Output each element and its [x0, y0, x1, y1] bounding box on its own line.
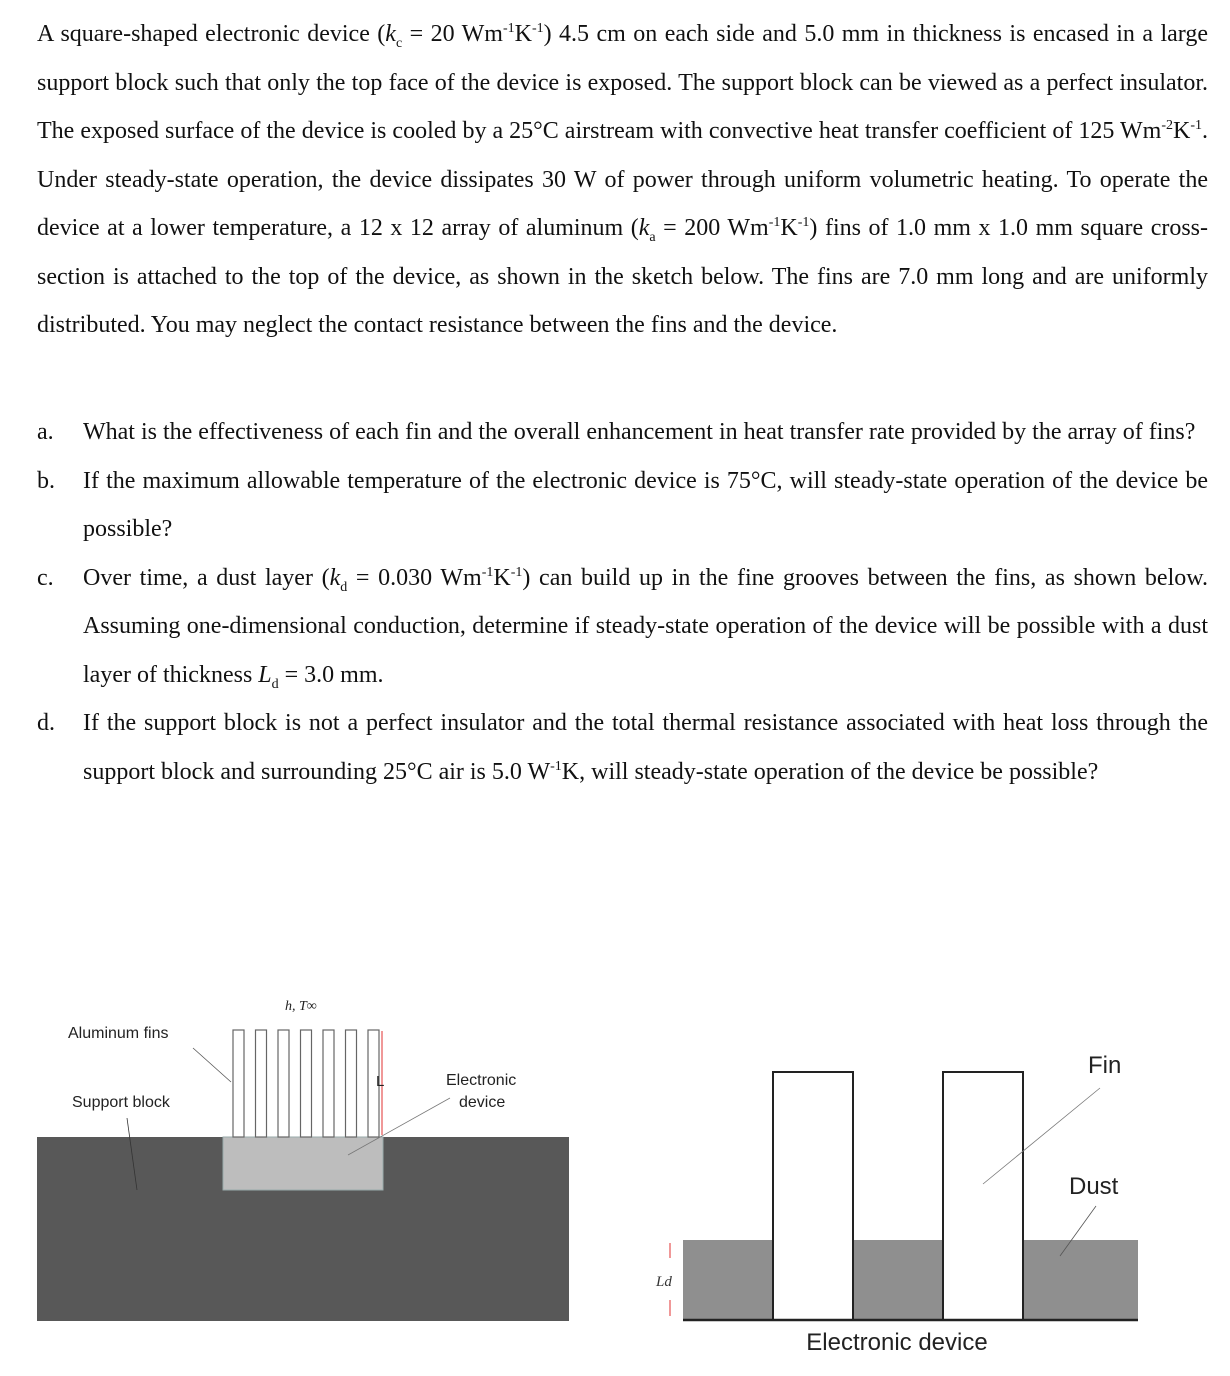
- label-h-tinf: h, T∞: [285, 999, 317, 1014]
- label-electronic: Electronic: [446, 1072, 517, 1089]
- question-marker: d.: [37, 710, 55, 736]
- fin: [233, 1030, 244, 1137]
- label-electronic-device: Electronic device: [806, 1329, 988, 1356]
- fin: [943, 1072, 1023, 1320]
- question-text: What is the effectiveness of each fin and the overall enhancement in heat transfer rate provided by the array of fins?: [83, 419, 1196, 445]
- label-support-block: Support block: [72, 1094, 170, 1111]
- dust-layer: [853, 1240, 943, 1320]
- fin: [278, 1030, 289, 1137]
- label-fin: Fin: [1088, 1052, 1122, 1079]
- question-d: d. If the support block is not a perfect insulator and the total thermal resistance associated with heat loss through the support block and surrounding 25°C air is 5.0 $W^{-1}K$, will steady-state operation of the device be possible?: [37, 699, 1208, 796]
- leader-line: [193, 1048, 231, 1082]
- fin-array-sketch: [37, 999, 569, 1321]
- aluminum-fins: [233, 1030, 379, 1137]
- question-marker: c.: [37, 564, 54, 591]
- dust-layer-sketch: [655, 1052, 1138, 1356]
- label-dust: Dust: [1069, 1173, 1119, 1200]
- problem-statement: A square-shaped electronic device ($k_c = 20$ $Wm^{-1}K^{-1}$) 4.5 cm on each side and 5.0 mm in thickness is encased in a large support block such that only the top face of the device is exposed. The support block can be viewed as a perfect insulator. The exposed surface of the device is cooled by a 25°C airstream with convective heat transfer coefficient of 125 $Wm^{-2}K^{-1}$. Under steady-state operation, the device dissipates 30 W of power through uniform volumetric heating. To operate the device at a lower temperature, a 12 x 12 array of aluminum ($k_a = 200$ $Wm^{-1}K^{-1}$) fins of 1.0 mm x 1.0 mm square cross-section is attached to the top of the device, as shown in the sketch below. The fins are 7.0 mm long and are uniformly distributed. You may neglect the contact resistance between the fins and the device.: [37, 21, 1209, 338]
- question-c: c. Over time, a dust layer ($k_d = 0.030$ $Wm^{-1}K^{-1}$) can build up in the fine grooves between the fins, as shown below. Assuming one-dimensional conduction, determine if steady-state operation of the device will be possible with a dust layer of thickness $L_d = 3.0$ mm.: [37, 554, 1208, 700]
- question-text: If the maximum allowable temperature of the electronic device is 75°C, will steady-state operation of the device be possible?: [83, 467, 1208, 542]
- question-marker: b.: [37, 467, 55, 494]
- fin: [773, 1072, 853, 1320]
- electronic-device: [223, 1137, 383, 1190]
- fin: [323, 1030, 334, 1137]
- fin: [346, 1030, 357, 1137]
- fin: [301, 1030, 312, 1137]
- fin: [256, 1030, 267, 1137]
- label-aluminum-fins: Aluminum fins: [68, 1025, 169, 1042]
- label-Ld: Ld: [656, 1274, 672, 1290]
- dust-layer: [683, 1240, 773, 1320]
- label-device: device: [459, 1094, 506, 1111]
- label-L: L: [376, 1073, 385, 1090]
- question-marker: a.: [37, 419, 54, 445]
- dust-layer: [1023, 1240, 1138, 1320]
